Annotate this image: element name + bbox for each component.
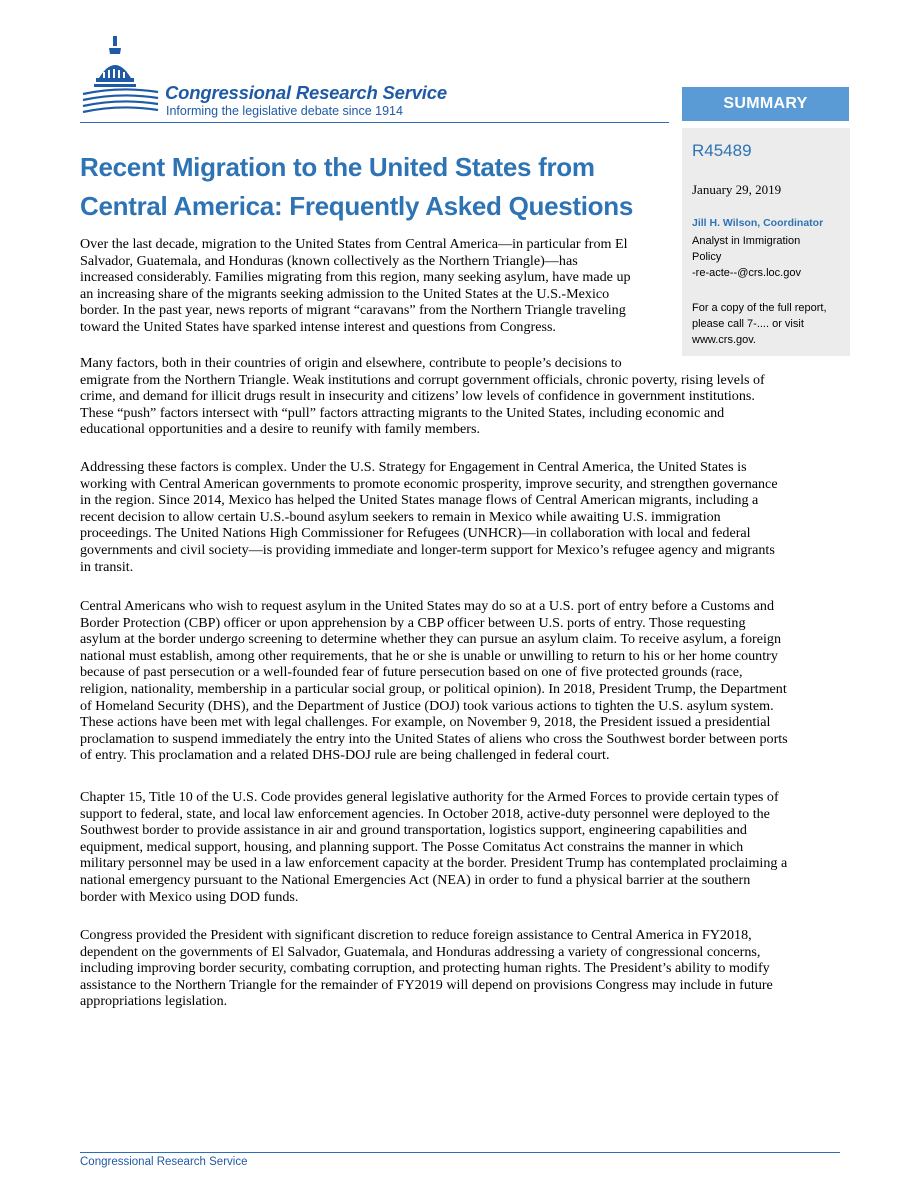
text-line: educational opportunities and a desire to reunify with family members. <box>80 421 480 438</box>
text-line: Addressing these factors is complex. Under the U.S. Strategy for Engagement in Central America, the United States is <box>80 459 747 475</box>
text-line: dependent on the governments of El Salvador, Guatemala, and Honduras addressing a variety of congressional concerns, <box>80 943 761 960</box>
author-title-line: Analyst in Immigration <box>692 235 801 247</box>
copy-note <box>692 300 827 348</box>
text-line: Chapter 15, Title 10 of the U.S. Code provides general legislative authority for the Armed Forces to provide certain types of <box>80 789 779 805</box>
text-line: emigrate from the Northern Triangle. Weak institutions and corrupt government officials, chronic poverty, rising levels of <box>80 371 765 388</box>
author-info <box>692 233 801 281</box>
text-line: of Homeland Security (DHS), and the Department of Justice (DOJ) took various actions to tighten the U.S. asylum system. <box>80 697 774 714</box>
text-line: assistance to the Northern Triangle for the remainder of FY2019 will depend on provisions Congress may include in future <box>80 976 773 993</box>
footer-divider <box>80 1152 840 1153</box>
capitol-dome-icon <box>80 34 164 122</box>
text-line: an increasing share of the migrants seeking admission to the United States at the U.S.-Mexico <box>80 285 610 302</box>
paragraph-addressing <box>80 459 778 575</box>
text-line: crime, and demand for illicit drugs result in insecurity and citizens’ low levels of confidence in government institutions. <box>80 388 755 405</box>
org-name: Congressional Research Service <box>165 82 447 103</box>
text-line: military personnel may be used in a law enforcement capacity at the border. President Trump has contemplated proclaiming a <box>80 855 788 872</box>
report-number: R45489 <box>692 141 752 160</box>
paragraph-asylum <box>80 598 788 764</box>
crs-logo <box>80 34 480 124</box>
org-tagline: Informing the legislative debate since 1914 <box>166 104 403 118</box>
text-line: Central Americans who wish to request asylum in the United States may do so at a U.S. port of entry before a Customs and <box>80 598 774 614</box>
text-line: Congress provided the President with significant discretion to reduce foreign assistance to Central America in FY2018, <box>80 927 752 943</box>
summary-heading: SUMMARY <box>682 87 849 121</box>
text-line: appropriations legislation. <box>80 993 228 1010</box>
document-title <box>80 148 680 226</box>
text-line: border. In the past year, news reports of migrant “caravans” from the Northern Triangle traveling <box>80 302 626 319</box>
paragraph-assistance <box>80 927 773 1010</box>
title-line: Recent Migration to the United States from <box>80 152 595 182</box>
text-line: including improving border security, combating corruption, and protecting human rights. The President’s ability to modify <box>80 960 770 977</box>
text-line: governments and civil society—is providing immediate and longer-term support for Mexico’s refugee agency and migrants <box>80 541 775 558</box>
copy-note-line: For a copy of the full report, <box>692 302 827 314</box>
text-line: Southwest border to provide assistance in air and ground transportation, logistics support, engineering capabilities and <box>80 822 747 839</box>
copy-note-line: www.crs.gov. <box>692 334 756 346</box>
text-line: Border Protection (CBP) officer or upon apprehension by a CBP officer between U.S. ports of entry. Those requesting <box>80 614 746 631</box>
text-line: Many factors, both in their countries of origin and elsewhere, contribute to people’s decisions to <box>80 355 622 371</box>
text-line: in transit. <box>80 558 134 575</box>
text-line: national emergency pursuant to the National Emergencies Act (NEA) in order to fund a physical barrier at the southern <box>80 871 751 888</box>
text-line: religion, nationality, membership in a particular social group, or political opinion). In 2018, President Trump, the Department <box>80 680 787 697</box>
text-line: increased considerably. Families migrating from this region, many seeking asylum, have made up <box>80 269 631 286</box>
text-line: in the region. Since 2014, Mexico has helped the United States manage flows of Central American migrants, including a <box>80 492 759 509</box>
footer-text: Congressional Research Service <box>80 1156 248 1168</box>
text-line: equipment, medical support, housing, and planning support. The Posse Comitatus Act constrains the manner in which <box>80 838 744 855</box>
author-title-line: Policy <box>692 251 722 263</box>
text-line: national must establish, among other requirements, that he or she is unable or unwilling to return to his or her home country <box>80 647 778 664</box>
title-line: Central America: Frequently Asked Questions <box>80 191 633 221</box>
paragraph-military <box>80 789 787 905</box>
author-name: Jill H. Wilson, Coordinator <box>692 217 824 229</box>
report-date: January 29, 2019 <box>692 182 782 197</box>
text-line: of entry. This proclamation and a related DHS-DOJ rule are being challenged in federal court. <box>80 747 610 764</box>
header-divider <box>80 122 669 123</box>
text-line: Over the last decade, migration to the United States from Central America—in particular from El <box>80 236 628 252</box>
text-line: toward the United States have sparked intense interest and questions from Congress. <box>80 318 556 335</box>
text-line: working with Central American governments to promote economic prosperity, improve security, and strengthen governance <box>80 475 778 492</box>
text-line: Salvador, Guatemala, and Honduras (known collectively as the Northern Triangle)—has <box>80 252 578 269</box>
text-line: These actions have been met with legal challenges. For example, on November 9, 2018, the President issued a presidential <box>80 714 771 731</box>
text-line: recent decision to allow certain U.S.-bound asylum seekers to remain in Mexico while awaiting U.S. immigration <box>80 508 721 525</box>
text-line: support to federal, state, and local law enforcement agencies. In October 2018, active-duty personnel were deployed to the <box>80 805 770 822</box>
author-email: -re-acte--@crs.loc.gov <box>692 267 801 279</box>
text-line: These “push” factors intersect with “pull” factors attracting migrants to the United States, including economic and <box>80 404 725 421</box>
text-line: because of past persecution or a well-founded fear of future persecution based on one of five protected grounds (race, <box>80 664 743 681</box>
text-line: proceedings. The United Nations High Commissioner for Refugees (UNHCR)—in collaboration with local and federal <box>80 525 751 542</box>
copy-note-line: please call 7-.... or visit <box>692 318 804 330</box>
paragraph-factors <box>80 355 765 438</box>
text-line: proclamation to suspend immediately the entry into the United States of aliens who cross the Southwest border between ports <box>80 730 788 747</box>
summary-sidebar <box>682 128 850 356</box>
text-line: asylum at the border undergo screening to determine whether they can pursue an asylum claim. To receive asylum, a foreign <box>80 631 781 648</box>
paragraph-intro <box>80 236 631 336</box>
text-line: border with Mexico using DOD funds. <box>80 888 299 905</box>
